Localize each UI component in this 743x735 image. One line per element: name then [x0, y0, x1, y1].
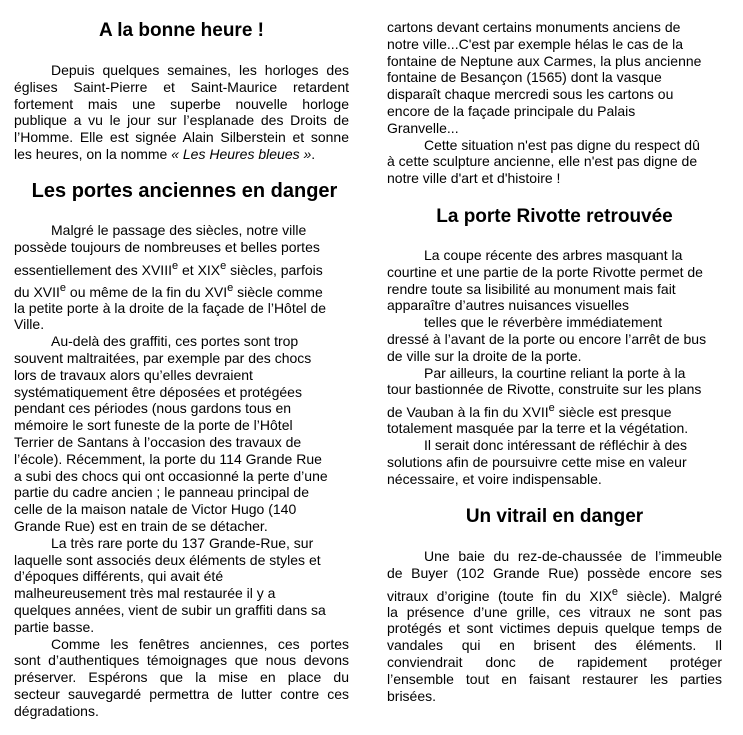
text-line: telles que le réverbère immédiatement: [424, 314, 663, 331]
text-line: Depuis quelques semaines, les horloges des: [51, 62, 349, 78]
text-line: protégés et sont victimes depuis quelque temps de: [387, 620, 722, 637]
text-line: à cette sculpture ancienne, elle n'est pas digne de: [387, 153, 698, 170]
text-line: sont d’authentiques témoignages que nous devons: [14, 652, 349, 669]
text-line: La coupe récente des arbres masquant la: [424, 247, 683, 263]
text-line: l’Homme. Elle est signée Alain Silberstein et sonne: [14, 129, 349, 146]
text-line: dégradations.: [14, 702, 99, 719]
text-line: possède toujours de nombreuses et belles portes: [14, 238, 320, 255]
text-line: Une baie du rez-de-chaussée de l’immeuble: [424, 548, 722, 564]
text-line: vitraux d’origine (toute fin du XIXe siècle). Malgré: [387, 585, 722, 604]
text-line: Ville.: [14, 316, 45, 333]
text-line: quelques années, vient de subir un graffiti dans sa: [14, 601, 326, 618]
text-line: églises Saint-Pierre et Saint-Maurice retardent: [14, 78, 349, 95]
text-line: brisées.: [387, 687, 437, 704]
text-line: Grande Rue) est en train de se détacher.: [14, 517, 268, 534]
text-line: cartons devant certains monuments anciens de: [387, 19, 681, 35]
text-line: de Buyer (102 Grande Rue) possède encore ses: [387, 564, 722, 581]
continuation-body: [387, 19, 722, 187]
text-line: encore de la façade principale du Palais: [387, 102, 636, 119]
text-line: Terrier de Santans à l’occasion des travaux de: [14, 433, 302, 450]
text-line: Par ailleurs, la courtine reliant la porte à la: [424, 364, 686, 381]
article-body-vitrail: [387, 548, 722, 704]
text-line: partie basse.: [14, 618, 95, 635]
text-line: apparaître d’autres nuisances visuelles: [387, 297, 630, 314]
text-line: Au-delà des graffiti, ces portes sont trop: [51, 333, 299, 350]
article-body-porte-rivotte: [387, 247, 722, 487]
text-line: celle de la maison natale de Victor Hugo (140: [14, 501, 297, 518]
text-line: nécessaire, et voire indispensable.: [387, 470, 602, 487]
text-line: pendant ces périodes (nous gardons tous en: [14, 400, 292, 417]
text-line: dressé à l’avant de la porte ou encore l’arrêt de bus: [387, 330, 707, 347]
text-line: secteur sauvegardé permettra de lutter contre ces: [14, 685, 349, 702]
text-line: du XVIIe ou même de la fin du XVIe siècle comme: [14, 281, 323, 300]
text-line: Granvelle...: [387, 119, 459, 136]
text-line: disparaît chaque mercredi sous les cartons ou: [387, 86, 674, 103]
text-line: Malgré le passage des siècles, notre ville: [51, 222, 307, 238]
article-title-bonne-heure: A la bonne heure !: [98, 20, 265, 41]
article-title-portes-anciennes: Les portes anciennes en danger: [31, 180, 338, 202]
text-line: publique a vu le jour sur l’esplanade des Droits de: [14, 112, 349, 129]
text-line: la petite porte à la droite de la façade de l’Hôtel de: [14, 299, 327, 316]
article-title-vitrail: Un vitrail en danger: [465, 506, 644, 527]
text-line: malheureusement très mal restaurée il y a: [14, 585, 276, 602]
text-line: d’époques différents, qui avait été: [14, 568, 224, 585]
text-line: fontaine de Besançon (1565) dont la vasque: [387, 69, 662, 86]
text-line: Comme les fenêtres anciennes, ces portes: [51, 635, 349, 652]
text-line: courtine et une partie de la porte Rivotte permet de: [387, 263, 703, 280]
text-line: notre ville d'art et d'histoire !: [387, 170, 561, 187]
text-line: notre ville...C'est par exemple hélas le cas de la: [387, 35, 684, 52]
text-line: totalement masquée par la terre et la végétation.: [387, 420, 689, 437]
text-line: tour bastionnée de Rivotte, construite sur les plans: [387, 381, 702, 398]
artwork-name: « Les Heures bleues »: [171, 145, 312, 162]
text-line: vandales qui en brisent des éléments. Il: [387, 637, 722, 654]
text-line: Cette situation n'est pas digne du respect dû: [424, 136, 700, 153]
text-line: a subi des chocs qui ont occasionné la perte d’une: [14, 467, 328, 484]
text-line: souvent maltraitées, par exemple par des chocs: [14, 349, 312, 366]
article-body-portes-anciennes: [14, 222, 349, 720]
text-line: rendre toute sa lisibilité au monument mais fait: [387, 280, 676, 297]
text-line: partie du cadre ancien ; le panneau principal de: [14, 484, 309, 501]
text-line: fontaine de Neptune aux Carmes, la plus ancienne: [387, 52, 702, 69]
text-line: systématiquement être déposées et protégées: [14, 383, 302, 400]
text-line: de ville sur la droite de la porte.: [387, 347, 582, 364]
text-line: fortement mais une superbe nouvelle horloge: [14, 95, 349, 112]
text-line: l’école). Récemment, la porte du 114 Grande Rue: [14, 450, 322, 467]
article-body-bonne-heure: [14, 62, 349, 163]
text-line: de Vauban à la fin du XVIIe siècle est presque: [387, 402, 672, 421]
text-line: La très rare porte du 137 Grande-Rue, sur: [51, 534, 314, 551]
text-line: la présence d’une grille, ces vitraux ne sont pas: [387, 603, 722, 620]
text-line: préserver. Espérons que la mise en place du: [14, 669, 349, 686]
text-line: solutions afin de poursuivre cette mise en valeur: [387, 453, 687, 470]
text-line: l’ensemble tout en faisant restaurer les parties: [387, 670, 722, 687]
text-line: essentiellement des XVIIIe et XIXe siècles, parfois: [14, 259, 323, 278]
text-line: conviendrait donc de rapidement protéger: [387, 653, 722, 670]
text-line: les heures, on la nomme « Les Heures bleues ».: [14, 145, 316, 162]
text-line: mémoire le sort funeste de la porte de l’Hôtel: [14, 417, 293, 434]
text-line: Il serait donc intéressant de réfléchir à des: [424, 436, 688, 453]
article-title-porte-rivotte: La porte Rivotte retrouvée: [436, 206, 673, 227]
text-line: lors de travaux alors qu’elles devraient: [14, 366, 253, 383]
text-line: laquelle sont associés deux éléments de styles et: [14, 551, 321, 568]
